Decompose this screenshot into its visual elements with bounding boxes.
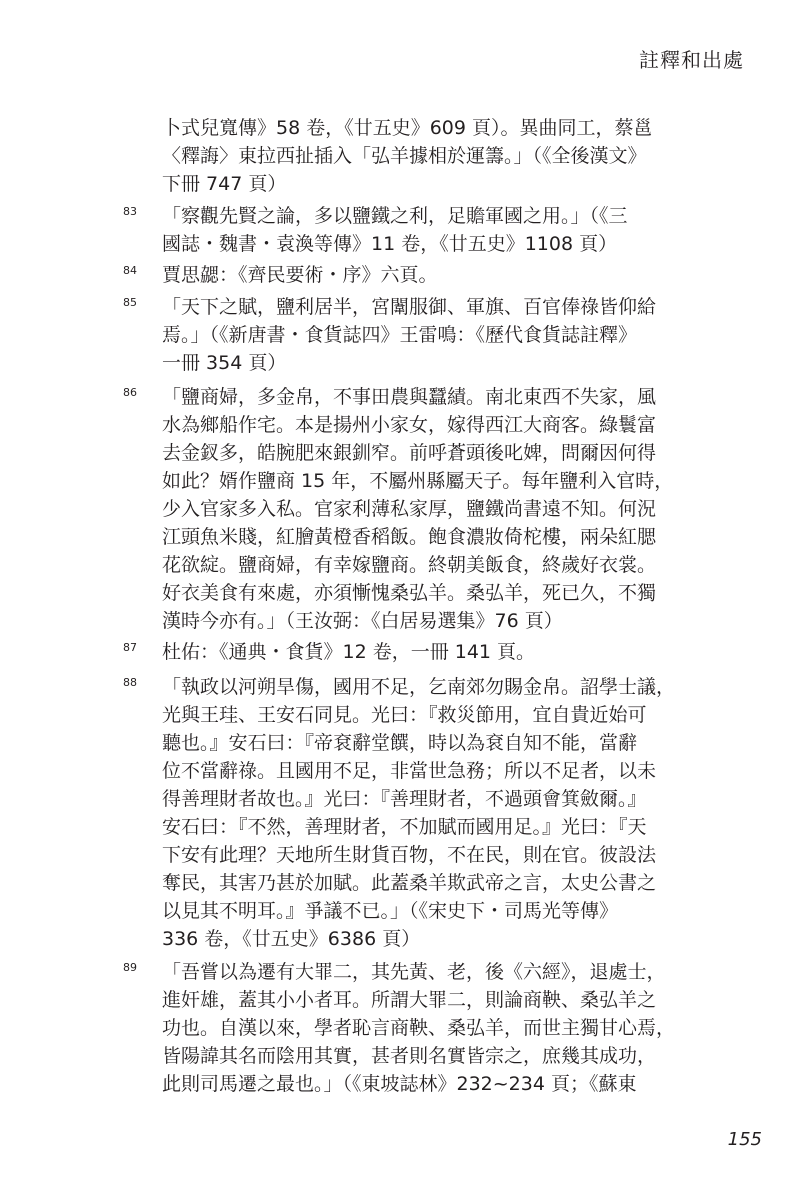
text-line: 國誌・魏書・袁渙等傳》11 卷，《廿五史》1108 頁） [162,233,618,255]
text-line: 焉。」（《新唐書・食貨誌四》王雷鳴：《歷代食貨誌註釋》 [162,324,638,346]
text-line: 去金釵多，皓腕肥來銀釧窄。前呼蒼頭後叱婢，問爾因何得 [162,442,657,464]
text-line: 下冊 747 頁） [162,173,287,195]
text-line: 位不當辭祿。且國用不足，非當世急務；所以不足者，以未 [162,760,657,782]
text-line: 賈思勰：《齊民要術・序》六頁。 [162,264,438,286]
footnote-number: 88 [123,676,137,689]
text-line: 進奸雄，蓋其小小者耳。所謂大罪二，則論商鞅、桑弘羊之 [162,989,657,1011]
footnote-number: 85 [123,296,137,309]
text-line: 「天下之賦，鹽利居半，宮闈服御、軍旗、百官俸祿皆仰給 [162,296,657,318]
text-line: 〈釋誨〉東拉西扯插入「弘羊據相於運籌。」（《全後漢文》 [162,145,647,167]
text-line: 漢時今亦有。」（王汝弼：《白居易選集》76 頁） [162,610,563,632]
text-line: 下安有此理？天地所生財貨百物，不在民，則在官。彼設法 [162,844,657,866]
footnote-number: 86 [123,386,137,399]
text-line: 336 卷，《廿五史》6386 頁） [162,928,421,950]
text-line: 功也。自漢以來，學者恥言商鞅、桑弘羊，而世主獨甘心焉， [162,1017,676,1039]
text-line: 一冊 354 頁） [162,352,287,374]
text-line: 如此？婿作鹽商 15 年，不屬州縣屬天子。每年鹽利入官時， [162,470,674,492]
footnote-number: 84 [123,264,137,277]
text-line: 「吾嘗以為遷有大罪二，其先黃、老，後《六經》，退處士， [162,961,666,983]
footnote-number: 89 [123,961,137,974]
text-line: 卜式兒寬傳》58 卷，《廿五史》609 頁）。異曲同工，蔡邕 [162,117,653,139]
footnote-number: 87 [123,641,137,654]
text-line: 得善理財者故也。』光曰：『善理財者，不過頭會箕斂爾。』 [162,788,647,810]
text-line: 「察觀先賢之論，多以鹽鐵之利，足贍軍國之用。」（《三 [162,205,628,227]
text-line: 水為鄉船作宅。本是揚州小家女，嫁得西江大商客。綠鬟富 [162,414,657,436]
text-line: 聽也。』安石曰：『帝袞辭堂饌，時以為袞自知不能，當辭 [162,732,638,754]
text-line: 好衣美食有來處，亦須慚愧桑弘羊。桑弘羊，死已久，不獨 [162,582,657,604]
footnote-number: 83 [123,205,137,218]
text-line: 江頭魚米賤，紅膾黃橙香稻飯。飽食濃妝倚柁樓，兩朵紅腮 [162,526,657,548]
running-header: 註釋和出處 [639,48,744,72]
text-line: 光與王珪、王安石同見。光曰：『救災節用，宜自貴近始可 [162,704,647,726]
page-number: 155 [727,1129,762,1150]
text-line: 花欲綻。鹽商婦，有幸嫁鹽商。終朝美飯食，終歲好衣裳。 [162,554,657,576]
text-line: 少入官家多入私。官家利薄私家厚，鹽鐵尚書遠不知。何況 [162,498,657,520]
text-line: 「鹽商婦，多金帛，不事田農與蠶績。南北東西不失家，風 [162,386,657,408]
text-line: 以見其不明耳。』爭議不已。」（《宋史下・司馬光等傳》 [162,900,619,922]
text-line: 安石曰：『不然，善理財者，不加賦而國用足。』光曰：『天 [162,816,647,838]
text-line: 杜佑：《通典・食貨》12 卷，一冊 141 頁。 [162,641,536,663]
text-line: 皆陽諱其名而陰用其實，甚者則名實皆宗之，庶幾其成功， [162,1045,657,1067]
text-line: 奪民，其害乃甚於加賦。此蓋桑羊欺武帝之言，太史公書之 [162,872,657,894]
text-line: 「執政以河朔旱傷，國用不足，乞南郊勿賜金帛。詔學士議， [162,676,676,698]
text-line: 此則司馬遷之最也。」（《東坡誌林》232~234 頁；《蘇東 [162,1073,637,1095]
